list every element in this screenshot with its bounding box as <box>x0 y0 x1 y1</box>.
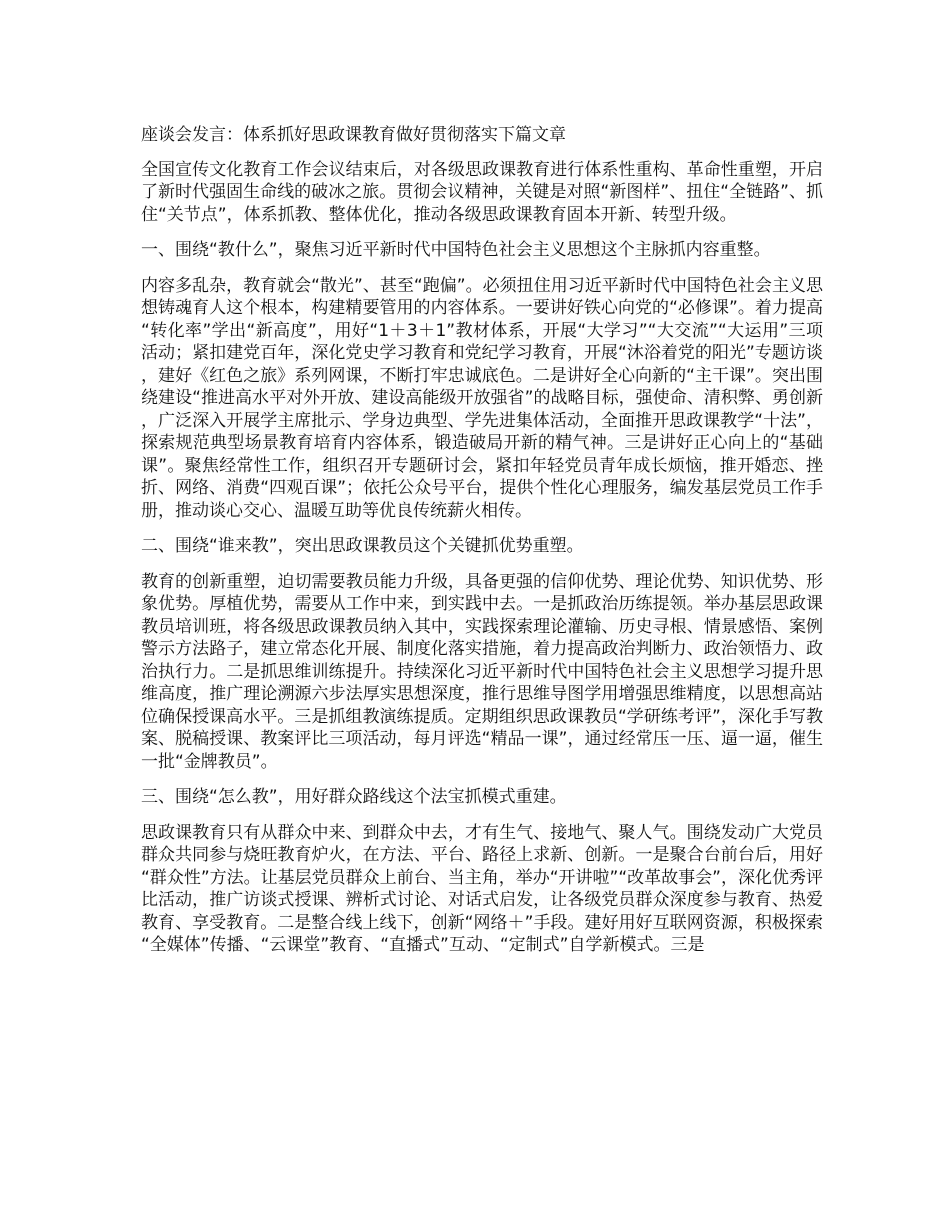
section-heading-3: 三、围绕“怎么教”，用好群众路线这个法宝抓模式重建。 <box>141 787 567 807</box>
document-page <box>141 124 823 970</box>
section-heading-1: 一、围绕“教什么”，聚焦习近平新时代中国特色社会主义思想这个主脉抓内容重整。 <box>141 240 771 260</box>
section-body-3: 思政课教育只有从群众中来、到群众中去，才有生气、接地气、聚人气。围绕发动广大党员群众共同参与烧旺教育炉火，在方法、平台、路径上求新、创新。一是聚合台前台后，用好“群众性”方法。让基层党员群众上前台、当主角，举办“开讲啦”“改革故事会”，深化优秀评比活动，推广访谈式授课、辨析式讨论、对话式启发，让各级党员群众深度参与教育、热爱教育、享受教育。二是整合线上线下，创新“网络＋”手段。建好用好互联网资源，积极探索“全媒体”传播、“云课堂”教育、“直播式”互动、“定制式”自学新模式。三是 <box>141 822 823 955</box>
document-title: 座谈会发言：体系抓好思政课教育做好贯彻落实下篇文章 <box>141 125 566 145</box>
paragraph-intro: 全国宣传文化教育工作会议结束后，对各级思政课教育进行体系性重构、革命性重塑，开启了新时代强固生命线的破冰之旅。贯彻会议精神，关键是对照“新图样”、扭住“全链路”、抓住“关节点”，体系抓教、整体优化，推动各级思政课教育固本开新、转型升级。 <box>141 159 823 225</box>
section-body-2: 教育的创新重塑，迫切需要教员能力升级，具备更强的信仰优势、理论优势、知识优势、形象优势。厚植优势，需要从工作中来，到实践中去。一是抓政治历练提领。举办基层思政课教员培训班，将各级思政课教员纳入其中，实践探索理论灌输、历史寻根、情景感悟、案例警示方法路子，建立常态化开展、制度化落实措施，着力提高政治判断力、政治领悟力、政治执行力。二是抓思维训练提升。持续深化习近平新时代中国特色社会主义思想学习提升思维高度，推广理论溯源六步法厚实思想深度，推行思维导图学用增强思维精度，以思想高站位确保授课高水平。三是抓组教演练提质。定期组织思政课教员“学研练考评”，深化手写教案、脱稿授课、教案评比三项活动，每月评选“精品一课”，通过经常压一压、逼一逼，催生一批“金牌教员”。 <box>141 571 823 772</box>
section-heading-2: 二、围绕“谁来教”，突出思政课教员这个关键抓优势重塑。 <box>141 536 584 556</box>
section-body-1: 内容多乱杂，教育就会“散光”、甚至“跑偏”。必须扭住用习近平新时代中国特色社会主义思想铸魂育人这个根本，构建精要管用的内容体系。一要讲好铁心向党的“必修课”。着力提高“转化率”学出“新高度”，用好“1＋3＋1”教材体系，开展“大学习”“大交流”“大运用”三项活动；紧扣建党百年，深化党史学习教育和党纪学习教育，开展“沐浴着党的阳光”专题访谈，建好《红色之旅》系列网课，不断打牢忠诚底色。二是讲好全心向新的“主干课”。突出围绕建设“推进高水平对外开放、建设高能级开放强省”的战略目标，强使命、清积弊、勇创新，广泛深入开展学主席批示、学身边典型、学先进集体活动，全面推开思政课教学“十法”，探索规范典型场景教育培育内容体系，锻造破局开新的精气神。三是讲好正心向上的“基础课”。聚焦经常性工作，组织召开专题研讨会，紧扣年轻党员青年成长烦恼，推开婚恋、挫折、网络、消费“四观百课”；依托公众号平台，提供个性化心理服务，编发基层党员工作手册，推动谈心交心、温暖互助等优良传统薪火相传。 <box>141 275 823 521</box>
